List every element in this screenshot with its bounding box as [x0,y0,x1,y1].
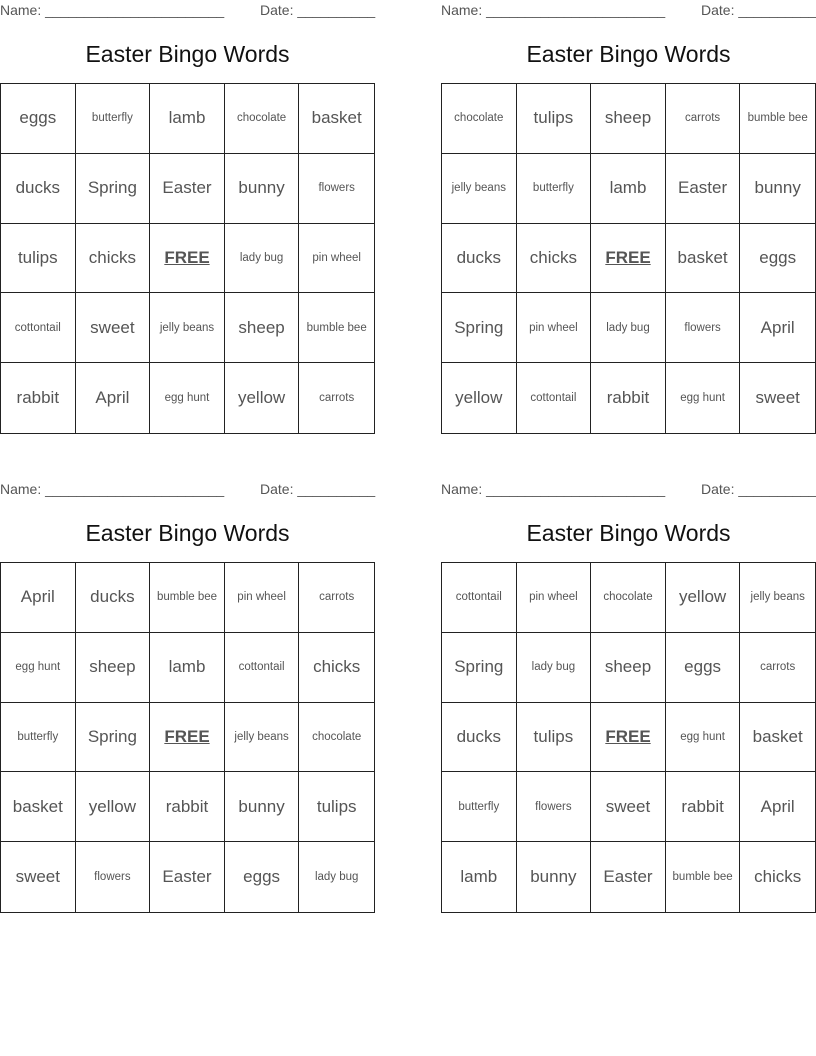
bingo-cell: carrots [319,392,355,405]
bingo-cell: chicks [299,633,374,703]
bingo-cell: cottontail [225,633,300,703]
bingo-cell: yellow [666,563,741,633]
bingo-cell: basket [666,224,741,294]
bingo-cell: eggs [740,224,815,294]
bingo-cell: Easter [666,154,741,224]
bingo-cell: rabbit [666,772,741,842]
bingo-cell: carrots [666,84,741,154]
bingo-cell: eggs [225,842,300,912]
bingo-cell: carrots [299,563,374,633]
bingo-card [0,0,375,440]
bingo-cell: lady bug [314,871,359,884]
bingo-cell: lady bug [591,293,666,363]
bingo-cell: chicks [754,867,802,887]
bingo-cell: bunny [225,154,300,224]
bingo-cell: pin wheel [299,224,374,294]
bingo-cell: eggs [1,84,76,154]
bingo-grid [0,83,375,434]
bingo-cell: lamb [591,154,666,224]
card-title: Easter Bingo Words [526,520,731,546]
bingo-cell: chocolate [442,84,517,154]
bingo-grid [441,562,816,913]
bingo-cell: lady bug [517,633,592,703]
bingo-cell: sheep [225,293,300,363]
bingo-cell: April [1,563,76,633]
bingo-card [441,479,816,919]
bingo-cell: sheep [591,633,666,703]
bingo-cell: Easter [150,842,225,912]
bingo-cell: sweet [76,293,151,363]
name-field-label: Name: _______________________ [0,2,225,18]
bingo-cell: yellow [442,363,517,433]
date-field-label: Date: __________ [260,481,376,497]
bingo-cell: ducks [442,224,517,294]
bingo-cell: tulips [517,84,592,154]
bingo-cell: tulips [1,224,76,294]
card-title: Easter Bingo Words [85,41,290,67]
bingo-cell: tulips [517,703,592,773]
bingo-cell: butterfly [517,154,592,224]
bingo-cell: bunny [225,772,300,842]
bingo-cell: sweet [591,772,666,842]
bingo-cell: ducks [442,703,517,773]
bingo-cell: April [740,293,815,363]
bingo-cell: sheep [591,84,666,154]
bingo-cell: eggs [666,633,741,703]
bingo-cell: cottontail [1,293,76,363]
bingo-cell: carrots [740,633,815,703]
bingo-cell: jelly beans [442,154,517,224]
free-space-cell: FREE [591,224,666,294]
bingo-cell: rabbit [1,363,76,433]
bingo-card [0,479,375,919]
date-field-label: Date: __________ [701,481,816,497]
bingo-cell: pin wheel [517,563,592,633]
bingo-cell: Spring [76,154,151,224]
bingo-card [441,0,816,440]
bingo-cell: bumble bee [666,842,741,912]
bingo-cell: rabbit [591,363,666,433]
bingo-cell: Spring [76,703,151,773]
name-field-label: Name: _______________________ [441,2,666,18]
bingo-cell: April [740,772,815,842]
bingo-cell: jelly beans [150,293,225,363]
bingo-cell: bumble bee [299,293,374,363]
card-title: Easter Bingo Words [85,520,290,546]
bingo-cell: lamb [150,84,225,154]
bingo-cell: bumble bee [740,84,815,154]
bingo-cell: chocolate [299,703,374,773]
bingo-cell: jelly beans [225,703,300,773]
bingo-cell: egg hunt [150,363,225,433]
bingo-cell: lady bug [225,224,300,294]
bingo-cell: flowers [76,842,151,912]
bingo-cell: lamb [442,842,517,912]
bingo-cell: yellow [225,363,300,433]
bingo-cell: sheep [76,633,151,703]
bingo-grid [0,562,375,913]
bingo-cell: pin wheel [225,563,300,633]
bingo-cell: bunny [517,842,592,912]
bingo-cell: sweet [755,388,800,408]
name-field-label: Name: _______________________ [441,481,666,497]
bingo-cell: sweet [1,842,76,912]
bingo-cell: egg hunt [1,633,76,703]
bingo-cell: Easter [591,842,666,912]
date-field-label: Date: __________ [701,2,816,18]
bingo-cell: flowers [299,154,374,224]
bingo-cell: egg hunt [666,703,741,773]
bingo-cell: Easter [150,154,225,224]
bingo-cell: Spring [442,633,517,703]
bingo-cell: April [76,363,151,433]
bingo-cell: butterfly [442,772,517,842]
bingo-cell: ducks [1,154,76,224]
bingo-cell: jelly beans [740,563,815,633]
bingo-cell: bunny [740,154,815,224]
bingo-cell: chicks [76,224,151,294]
bingo-cell: ducks [76,563,151,633]
bingo-cell: yellow [76,772,151,842]
name-field-label: Name: _______________________ [0,481,225,497]
bingo-cell: pin wheel [517,293,592,363]
free-space-cell: FREE [591,703,666,773]
bingo-cell: basket [740,703,815,773]
date-field-label: Date: __________ [260,2,376,18]
bingo-cell: chocolate [591,563,666,633]
bingo-cell: bumble bee [150,563,225,633]
card-title: Easter Bingo Words [526,41,731,67]
bingo-cell: cottontail [517,363,592,433]
bingo-cell: butterfly [1,703,76,773]
bingo-cell: rabbit [150,772,225,842]
bingo-cell: chicks [517,224,592,294]
bingo-cell: Spring [442,293,517,363]
bingo-cell: basket [1,772,76,842]
bingo-cell: basket [299,84,374,154]
bingo-cell: egg hunt [666,363,741,433]
bingo-cell: chocolate [225,84,300,154]
bingo-cell: flowers [666,293,741,363]
free-space-cell: FREE [150,224,225,294]
bingo-cell: flowers [517,772,592,842]
bingo-cell: tulips [299,772,374,842]
bingo-grid [441,83,816,434]
bingo-cell: lamb [150,633,225,703]
bingo-cell: cottontail [442,563,517,633]
bingo-cell: butterfly [76,84,151,154]
free-space-cell: FREE [150,703,225,773]
